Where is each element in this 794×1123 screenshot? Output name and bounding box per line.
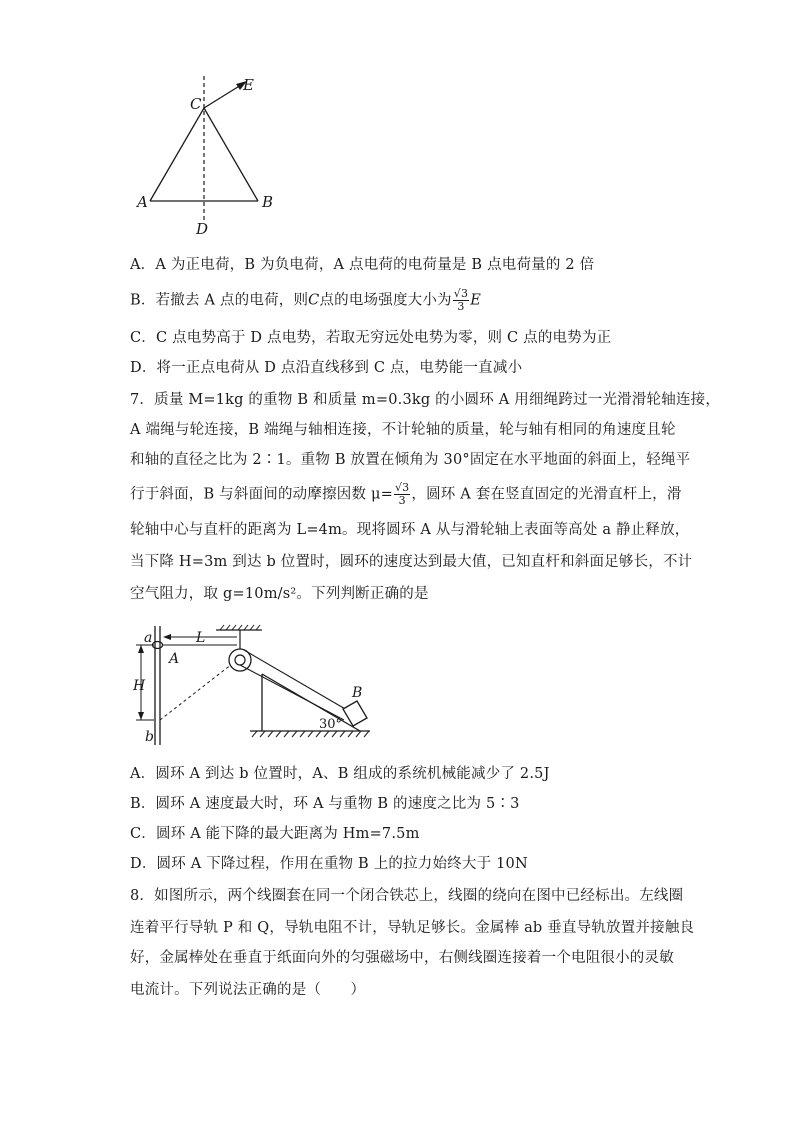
option-7b: B．圆环 A 速度最大时，环 A 与重物 B 的速度之比为 5∶3 (130, 796, 520, 812)
option-6b-prefix: B．若撤去 A 点的电荷，则 (130, 292, 309, 309)
dimension-l-arrowhead (163, 634, 171, 640)
label-e: E (243, 76, 254, 94)
dashed-rope-position-b (160, 664, 232, 720)
label-b-lower: b (145, 729, 154, 745)
q8-line4: 电流计。下列说法正确的是（ ） (130, 982, 366, 998)
option-6c: C．C 点电势高于 D 点电势，若取无穷远处电势为零，则 C 点的电势为正 (130, 330, 612, 346)
label-block-b: B (352, 685, 363, 701)
option-6d: D．将一正点电荷从 D 点沿直线移到 C 点，电势能一直减小 (130, 360, 523, 376)
label-c: C (190, 95, 202, 113)
block-b (343, 701, 367, 726)
dimension-h-arrow-bottom (138, 712, 144, 720)
label-b: B (262, 193, 274, 211)
label-d: D (196, 220, 209, 238)
q7-line1: 7．质量 M=1kg 的重物 B 和质量 m=0.3kg 的小圆环 A 用细绳跨过一光滑滑轮轴连接， (130, 392, 721, 408)
option-7d: D．圆环 A 下降过程，作用在重物 B 上的拉力始终大于 10N (130, 856, 528, 872)
q7-line4-prefix: 行于斜面，B 与斜面间的动摩擦因数 μ= (130, 486, 393, 503)
label-a: A (137, 193, 148, 211)
fraction-mu: $\frac{√3}{3}$ (394, 481, 410, 507)
label-a-lower: a (144, 630, 153, 646)
dimension-h-arrow-top (138, 645, 144, 653)
q7-line2: A 端绳与轮连接，B 端绳与轴相连接，不计轮轴的质量，轮与轴有相同的角速度且轮 (130, 422, 676, 438)
q8-line3: 好，金属棒处在垂直于纸面向外的匀强磁场中，右侧线圈连接着一个电阻很小的灵敏 (130, 950, 674, 966)
q7-line5: 轮轴中心与直杆的距离为 L=4m。现将圆环 A 从与滑轮轴上表面等高处 a 静止释放， (130, 522, 690, 538)
label-h: H (133, 678, 146, 694)
q7-line4-suffix: ，圆环 A 套在竖直固定的光滑直杆上，滑 (411, 486, 682, 503)
rope-b (244, 650, 347, 710)
label-ring-a: A (169, 651, 180, 667)
q8-line2: 连着平行导轨 P 和 Q，导轨电阻不计，导轨足够长。金属棒 ab 垂直导轨放置并接触良 (130, 920, 695, 936)
option-7a: A．圆环 A 到达 b 位置时，A、B 组成的系统机械能减少了 2.5J (130, 766, 550, 782)
q7-line6: 当下降 H=3m 到达 b 位置时，圆环的速度达到最大值，已知直杆和斜面足够长，不计 (130, 554, 693, 570)
ground-hatch (252, 731, 369, 737)
label-angle: 30° (319, 717, 343, 732)
option-6b-mid: 点的电场强度大小为 (319, 292, 452, 309)
q8-line1: 8．如图所示，两个线圈套在同一个闭合铁芯上，线圈的绕向在图中已经标出。左线圈 (130, 888, 684, 904)
rope-b-lower (240, 665, 344, 720)
q7-line7: 空气阻力，取 g=10m/s²。下列判断正确的是 (130, 586, 429, 602)
option-6b-var: C (308, 292, 320, 309)
option-6b-suffix: E (470, 292, 481, 309)
option-6a: A．A 为正电荷，B 为负电荷，A 点电荷的电荷量是 B 点电荷量的 2 倍 (130, 257, 595, 273)
fraction-root3-over-3: $\frac{√3}{3}$ (453, 287, 469, 313)
q7-line3: 和轴的直径之比为 2∶1。重物 B 放置在倾角为 30°固定在水平地面的斜面上，轻绳平 (130, 452, 691, 468)
ceiling-hatch (220, 625, 260, 630)
option-7c: C．圆环 A 能下降的最大距离为 Hm=7.5m (130, 826, 420, 842)
label-l: L (196, 630, 206, 646)
